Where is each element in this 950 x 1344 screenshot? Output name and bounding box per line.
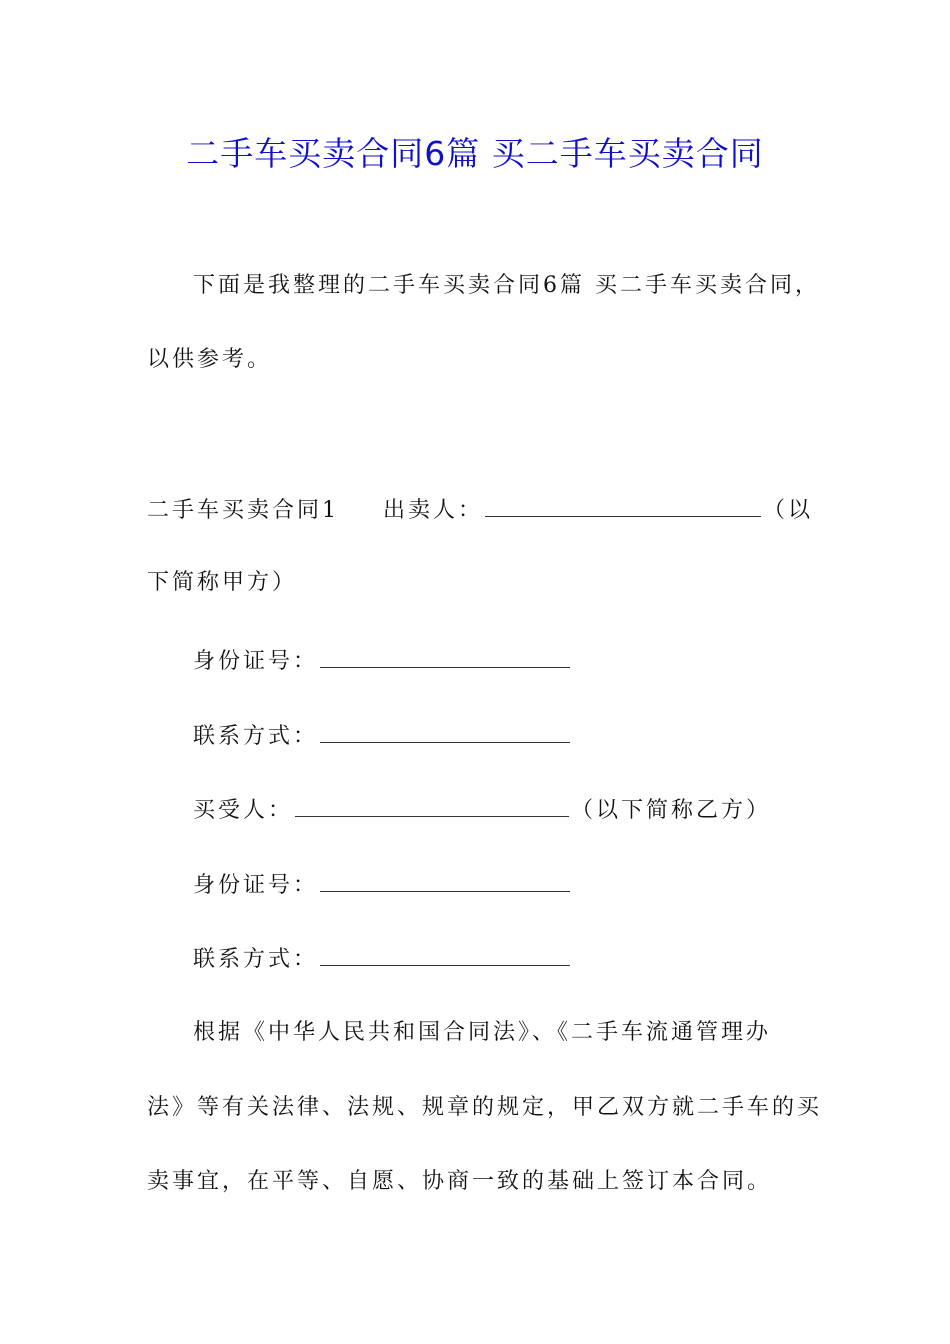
paragraph-line-1: 根据《中华人民共和国合同法》、《二手车流通管理办 [193,1020,772,1045]
contract-header-line [147,494,813,526]
buyer-contact-line [193,943,572,975]
seller-contact-line [193,720,572,752]
buyer-blank [295,794,569,817]
seller-id-line [193,645,572,677]
buyer-contact-blank [320,943,570,966]
buyer-id-line [193,869,572,901]
seller-blank [485,494,761,517]
paragraph-line-2: 法》等有关法律、法规、规章的规定，甲乙双方就二手车的买 [147,1095,823,1120]
seller-suffix-a: （以 [763,498,814,523]
paragraph-line-3: 卖事宜，在平等、自愿、协商一致的基础上签订本合同。 [147,1169,773,1194]
buyer-line [193,794,771,826]
buyer-id-label: 身份证号： [193,873,319,898]
buyer-contact-label: 联系方式： [193,947,319,972]
seller-contact-label: 联系方式： [193,724,319,749]
seller-id-label: 身份证号： [193,649,319,674]
document-title: 二手车买卖合同6篇 买二手车买卖合同 [186,134,764,173]
intro-line-1: 下面是我整理的二手车买卖合同6篇 买二手车买卖合同， [193,273,820,298]
buyer-suffix: （以下简称乙方） [571,798,772,823]
seller-id-blank [320,645,570,668]
seller-contact-blank [320,720,570,743]
buyer-label: 买受人： [193,798,294,823]
seller-label: 出卖人： [383,498,484,523]
buyer-id-blank [320,869,570,892]
intro-line-2: 以供参考。 [147,347,273,372]
contract-heading: 二手车买卖合同1 [147,498,339,523]
seller-suffix-line: 下简称甲方） [147,570,298,595]
